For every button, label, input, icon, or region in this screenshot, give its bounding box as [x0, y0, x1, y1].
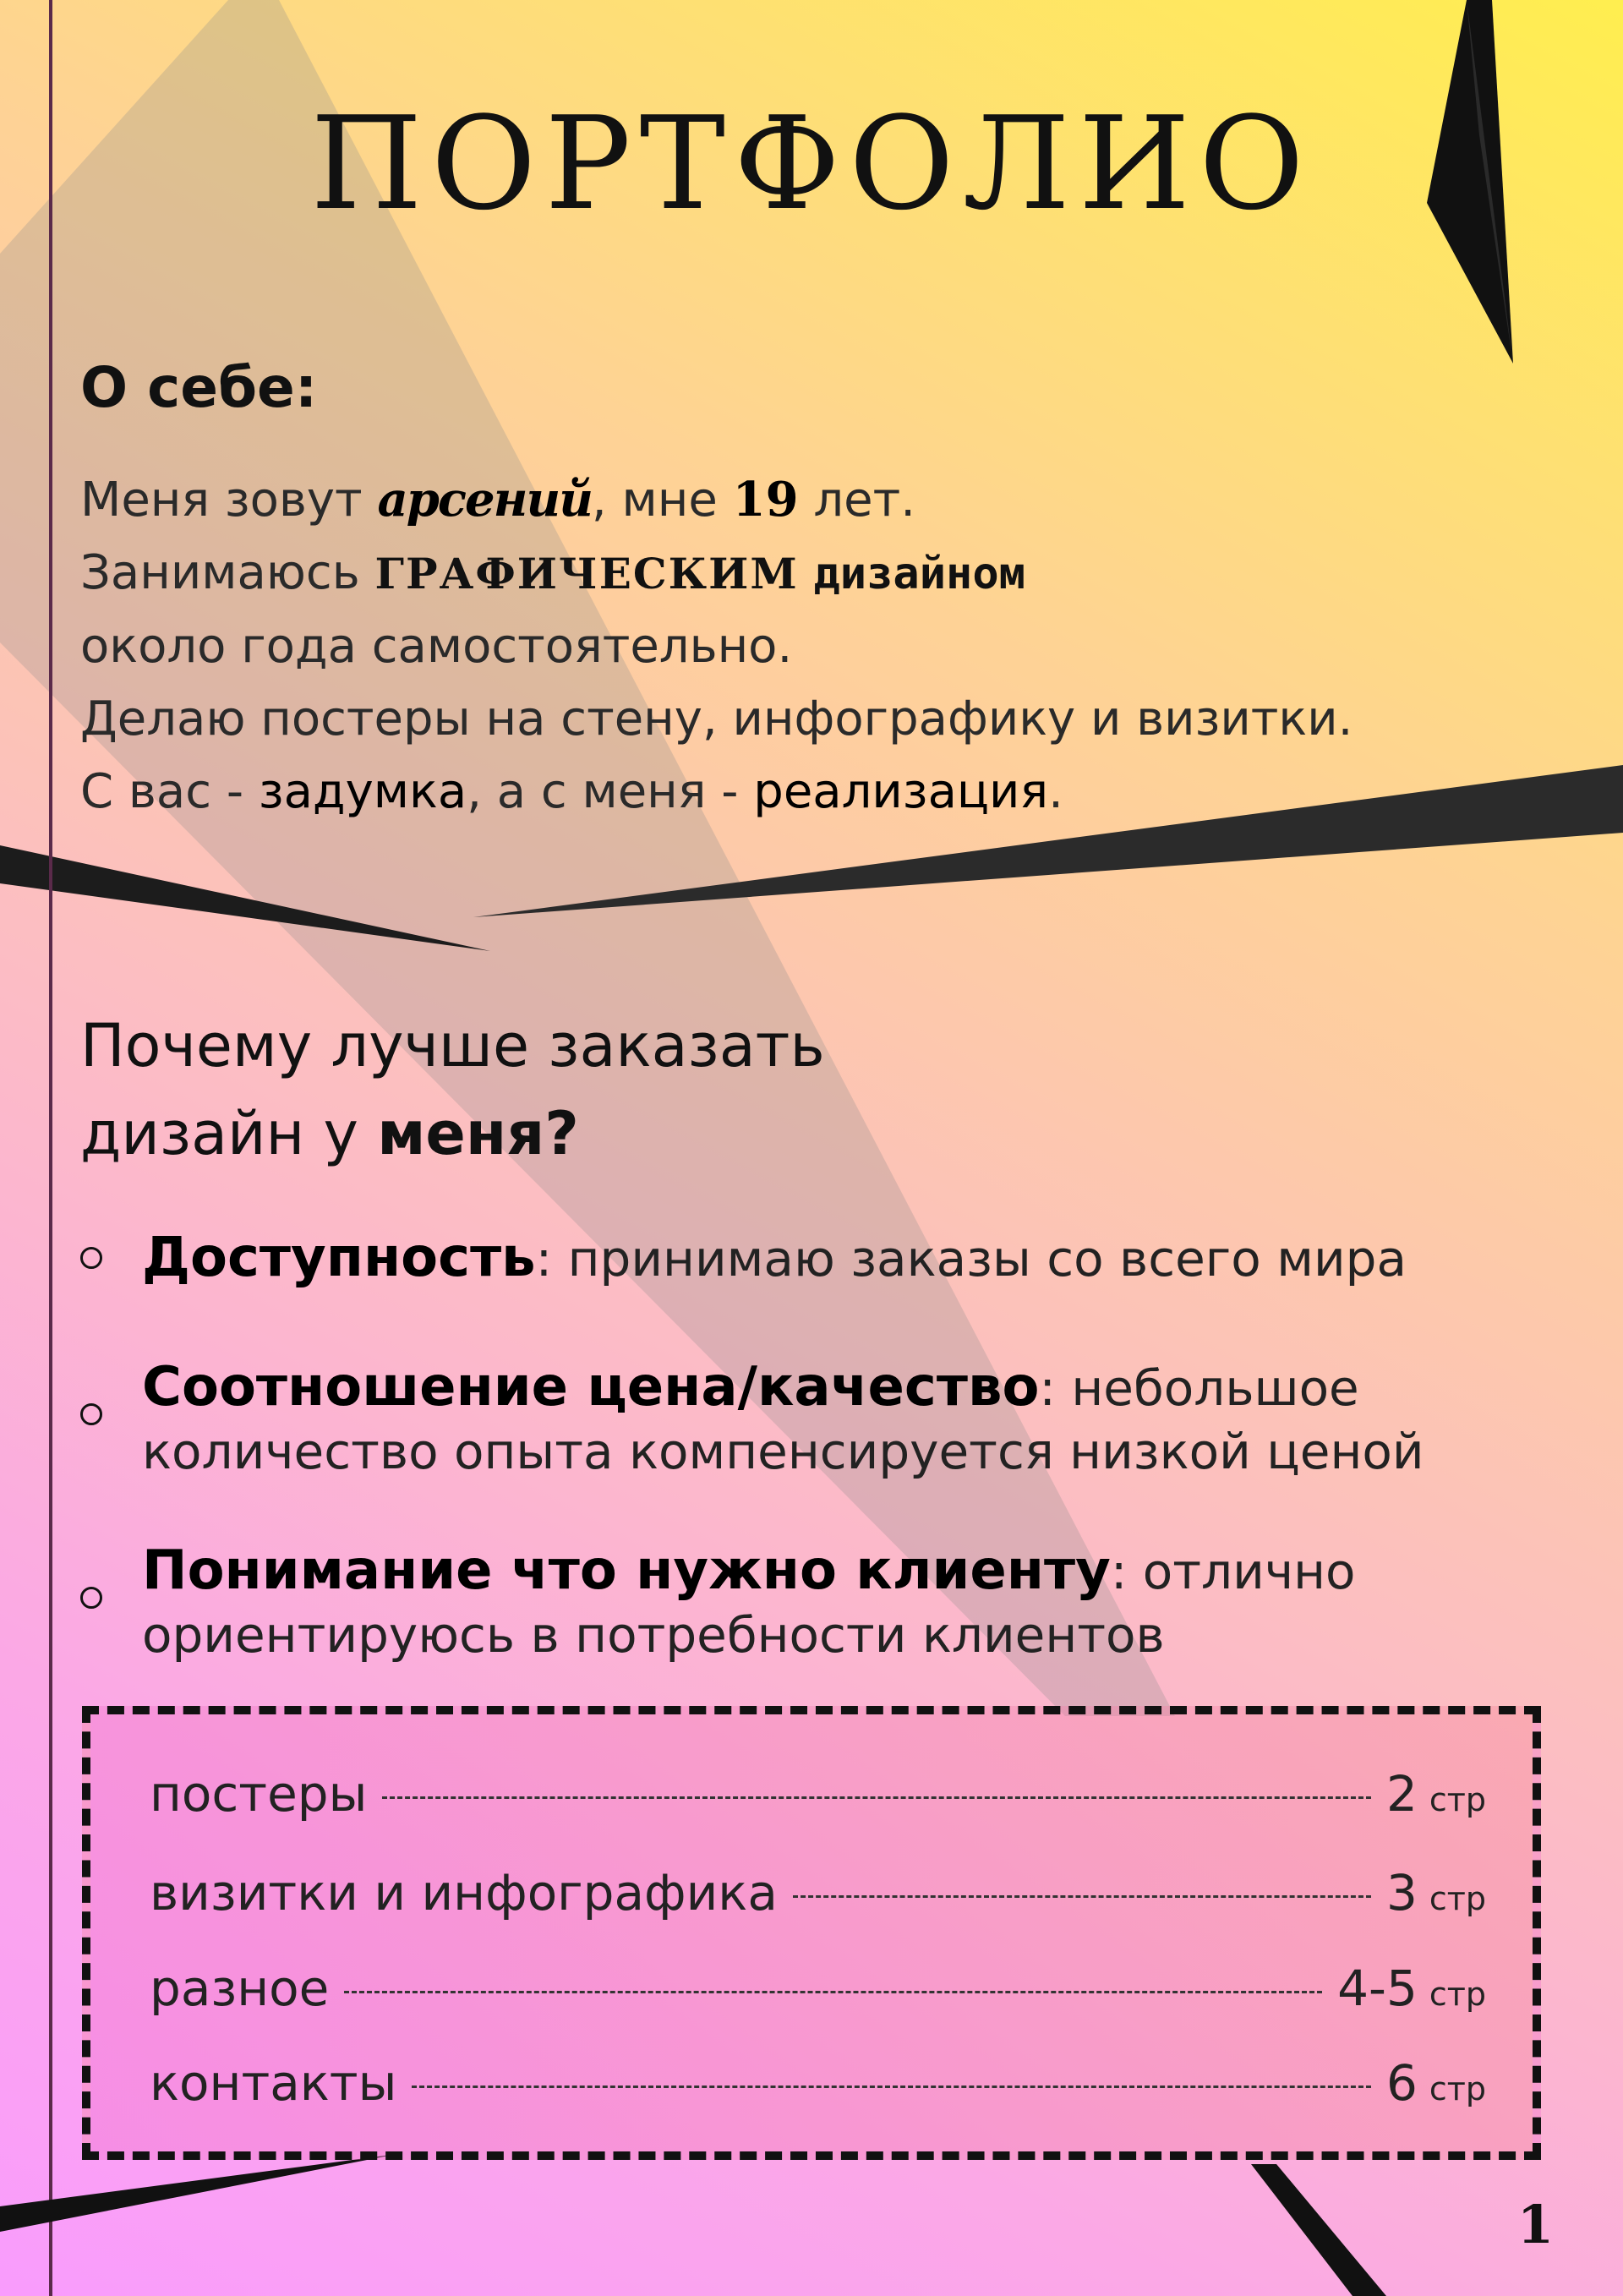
bullet-title: Доступность: [142, 1227, 536, 1289]
black-spike-bottom-right: [1251, 2164, 1386, 2296]
toc-page: 3: [1385, 1864, 1418, 1922]
about-line-1: [80, 463, 1352, 537]
highlighted-me: меня?: [377, 1090, 579, 1178]
about-text-span: лет.: [798, 473, 916, 528]
table-of-contents: [82, 1706, 1541, 2160]
why-heading: [80, 1002, 825, 1178]
about-text-span: , а с меня -: [467, 764, 754, 819]
toc-label: постеры: [150, 1765, 368, 1823]
realization-word: реализация: [753, 764, 1049, 819]
bullet-desc: : отлично: [1110, 1543, 1356, 1600]
about-text-span: Занимаюсь: [80, 545, 375, 600]
bullet-desc: : небольшое: [1039, 1359, 1359, 1417]
toc-row-contacts[interactable]: [150, 2054, 1486, 2112]
page-title: ПОРТФОЛИО: [310, 89, 1313, 238]
bullet-text: [142, 1226, 1407, 1291]
about-text-span: С вас -: [80, 764, 259, 819]
about-line-2: [80, 537, 1352, 610]
bullet-title: Понимание что нужно клиенту: [142, 1539, 1111, 1602]
toc-page: 6: [1385, 2054, 1418, 2112]
circle-bullet-icon: [80, 1403, 102, 1425]
about-text-span: Меня зовут: [80, 473, 378, 528]
about-line-4: Делаю постеры на стену, инфографику и визитки.: [80, 692, 1353, 746]
bullet-desc-line-2: ориентируюсь в потребности клиентов: [142, 1606, 1165, 1664]
author-age: 19: [732, 472, 799, 528]
why-text-span: дизайн у: [80, 1099, 378, 1168]
about-line-5: [80, 756, 1352, 828]
toc-label: контакты: [150, 2054, 397, 2112]
design-word: дизайном: [813, 549, 1025, 599]
toc-page: 4-5: [1337, 1960, 1418, 2017]
page-number: 1: [1516, 2194, 1554, 2255]
toc-row-misc[interactable]: [150, 1960, 1486, 2017]
about-text: [80, 463, 1352, 828]
toc-row-cards-infographics[interactable]: [150, 1864, 1486, 1922]
toc-unit: стр: [1429, 1976, 1486, 2013]
about-text-span: .: [1048, 764, 1063, 819]
toc-unit: стр: [1429, 1781, 1486, 1818]
black-spike-bottom-left: [0, 2154, 397, 2232]
toc-unit: стр: [1429, 1880, 1486, 1917]
toc-page: 2: [1385, 1765, 1418, 1823]
about-text-span: , мне: [591, 473, 733, 528]
bullet-text: [142, 1355, 1359, 1420]
graphic-word: ГРАФИЧЕСКИМ: [374, 549, 799, 599]
why-line-1: Почему лучше заказать: [80, 1011, 825, 1080]
why-line-2: [80, 1090, 825, 1178]
toc-leader: [382, 1796, 1371, 1799]
toc-row-posters[interactable]: [150, 1765, 1486, 1823]
about-line-3: около года самостоятельно.: [80, 619, 793, 674]
toc-leader: [344, 1991, 1322, 1993]
about-heading: О себе:: [80, 355, 318, 420]
toc-unit: стр: [1429, 2070, 1486, 2107]
toc-leader: [793, 1895, 1371, 1898]
toc-label: визитки и инфографика: [150, 1864, 778, 1922]
circle-bullet-icon: [80, 1587, 102, 1609]
bullet-desc-line-2: количество опыта компенсируется низкой ценой: [142, 1423, 1424, 1480]
idea-word: задумка: [258, 764, 467, 819]
toc-leader: [412, 2086, 1371, 2088]
author-name: арсений: [377, 472, 592, 528]
bullet-desc: : принимаю заказы со всего мира: [535, 1230, 1407, 1287]
toc-label: разное: [150, 1960, 330, 2017]
circle-bullet-icon: [80, 1247, 102, 1269]
bullet-text: [142, 1539, 1356, 1604]
bullet-title: Соотношение цена/качество: [142, 1356, 1040, 1419]
